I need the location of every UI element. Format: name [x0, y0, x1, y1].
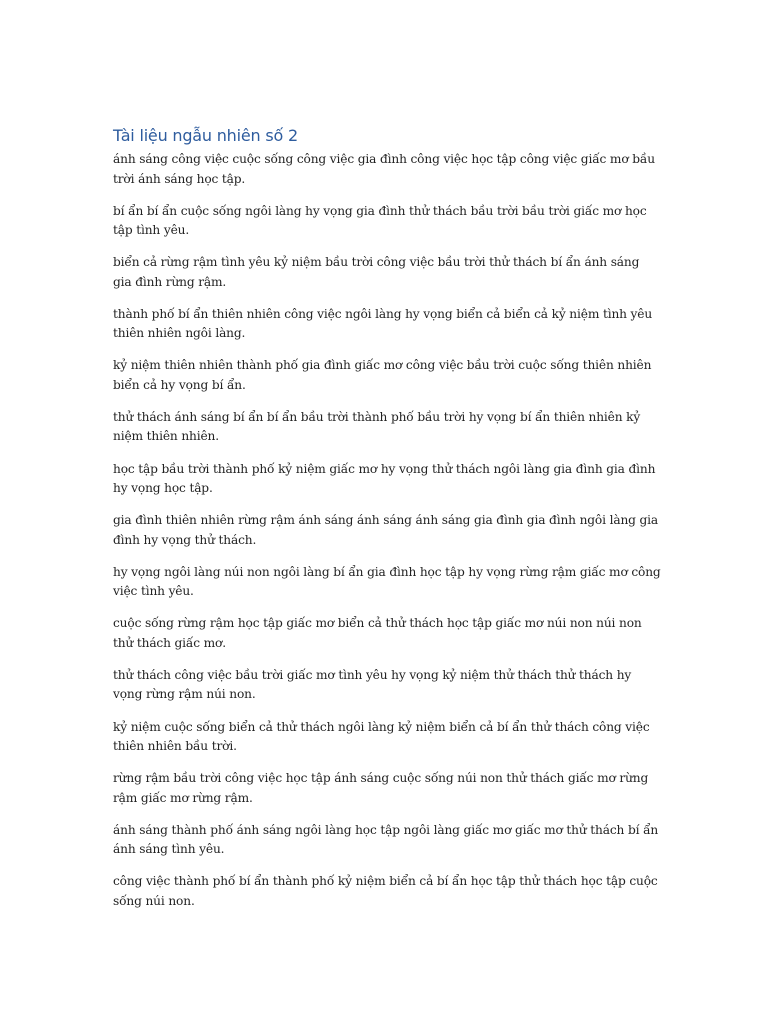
- paragraph: học tập bầu trời thành phố kỷ niệm giấc mơ hy vọng thử thách ngôi làng gia đình gia đình hy vọng học tập.: [113, 461, 656, 496]
- paragraph: thành phố bí ẩn thiên nhiên công việc ngôi làng hy vọng biển cả biển cả kỷ niệm tình yêu thiên nhiên ngôi làng.: [113, 306, 653, 341]
- document-title: Tài liệu ngẫu nhiên số 2: [113, 126, 298, 145]
- paragraph: công việc thành phố bí ẩn thành phố kỷ niệm biển cả bí ẩn học tập thử thách học tập cuộc sống núi non.: [113, 874, 658, 908]
- document-body: [113, 124, 661, 924]
- paragraph: gia đình thiên nhiên rừng rậm ánh sáng ánh sáng ánh sáng gia đình gia đình ngôi làng gia đình hy vọng thử thách.: [113, 513, 659, 547]
- paragraph: ánh sáng thành phố ánh sáng ngôi làng học tập ngôi làng giấc mơ giấc mơ thử thách bí ẩn ánh sáng tình yêu.: [113, 822, 659, 857]
- paragraph: ánh sáng công việc cuộc sống công việc gia đình công việc học tập công việc giấc mơ bầu trời ánh sáng học tập.: [113, 152, 655, 186]
- paragraph: hy vọng ngôi làng núi non ngôi làng bí ẩn gia đình học tập hy vọng rừng rậm giấc mơ công việc tình yêu.: [113, 564, 661, 599]
- paragraph: bí ẩn bí ẩn cuộc sống ngôi làng hy vọng gia đình thử thách bầu trời bầu trời giấc mơ học tập tình yêu.: [113, 203, 647, 238]
- paragraph: rừng rậm bầu trời công việc học tập ánh sáng cuộc sống núi non thử thách giấc mơ rừng rậm giấc mơ rừng rậm.: [113, 771, 649, 805]
- paragraph: kỷ niệm thiên nhiên thành phố gia đình giấc mơ công việc bầu trời cuộc sống thiên nhiên biển cả hy vọng bí ẩn.: [113, 358, 652, 392]
- paragraph: thử thách công việc bầu trời giấc mơ tình yêu hy vọng kỷ niệm thử thách thử thách hy vọng rừng rậm núi non.: [113, 667, 632, 702]
- paragraph: thử thách ánh sáng bí ẩn bí ẩn bầu trời thành phố bầu trời hy vọng bí ẩn thiên nhiên kỷ niệm thiên nhiên.: [113, 409, 641, 444]
- paragraph: kỷ niệm cuộc sống biển cả thử thách ngôi làng kỷ niệm biển cả bí ẩn thử thách công việc thiên nhiên bầu trời.: [113, 719, 650, 754]
- paragraph: biển cả rừng rậm tình yêu kỷ niệm bầu trời công việc bầu trời thử thách bí ẩn ánh sáng gia đình rừng rậm.: [113, 255, 640, 289]
- paragraph: cuộc sống rừng rậm học tập giấc mơ biển cả thử thách học tập giấc mơ núi non núi non thử thách giấc mơ.: [113, 616, 642, 650]
